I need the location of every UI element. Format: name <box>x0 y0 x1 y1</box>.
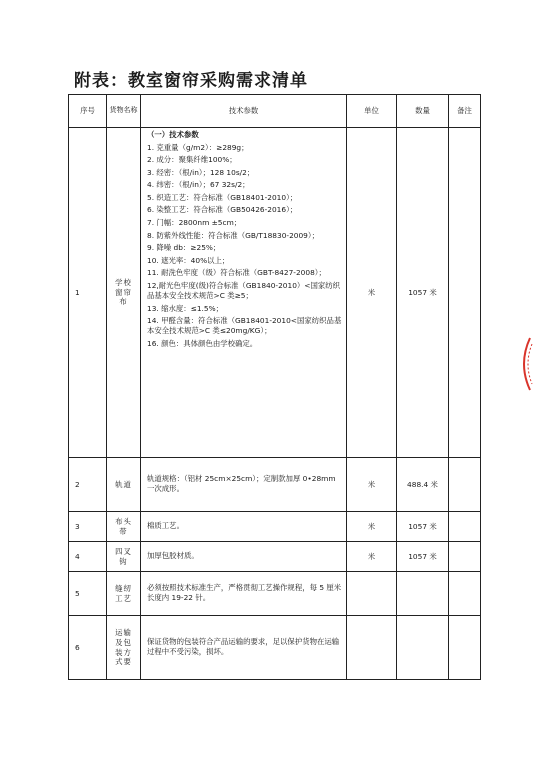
cell-no: 5 <box>69 572 107 616</box>
cell-no: 3 <box>69 512 107 542</box>
cell-no: 6 <box>69 616 107 680</box>
col-header-no: 序号 <box>69 95 107 128</box>
red-seal-stamp-edge <box>514 336 534 392</box>
cell-spec <box>141 572 347 616</box>
cell-spec <box>141 512 347 542</box>
cell-qty: 488.4 米 <box>397 458 449 512</box>
table-row <box>69 458 481 512</box>
spec-line: 8. 防紫外线性能：符合标准（GB/T18830-2009）； <box>147 230 319 240</box>
table-row <box>69 616 481 680</box>
spec-line: 6. 染整工艺：符合标准（GB50426-2016）； <box>147 205 298 215</box>
cell-item-name <box>107 542 141 572</box>
cell-qty: 1057 米 <box>397 128 449 458</box>
cell-unit <box>347 572 397 616</box>
cell-no: 1 <box>69 128 107 458</box>
cell-note <box>449 572 481 616</box>
item-name-line: 布 <box>119 297 128 307</box>
cell-note <box>449 128 481 458</box>
spec-line: 1. 克重量（g/m2）：≥289g； <box>147 142 249 152</box>
cell-item-name <box>107 512 141 542</box>
item-name-line: 及包 <box>115 637 132 647</box>
cell-qty <box>397 572 449 616</box>
cell-unit: 米 <box>347 458 397 512</box>
spec-line: 13. 缩水度：≤1.5%； <box>147 303 224 313</box>
cell-spec <box>141 128 347 458</box>
cell-spec <box>141 458 347 512</box>
cell-note <box>449 458 481 512</box>
table-row <box>69 512 481 542</box>
table-row <box>69 128 481 458</box>
cell-item-name <box>107 572 141 616</box>
cell-item-name <box>107 616 141 680</box>
item-name-line: 布头 <box>115 516 132 526</box>
spec-line: 10. 遮光率：40%以上； <box>147 255 230 265</box>
spec-line: 16. 颜色：具体颜色由学校确定。 <box>147 338 258 348</box>
spec-line: 保证货物的包装符合产品运输的要求，足以保护货物在运输过程中不受污染，损坏。 <box>147 636 340 656</box>
cell-no: 2 <box>69 458 107 512</box>
cell-no: 4 <box>69 542 107 572</box>
col-header-unit: 单位 <box>347 95 397 128</box>
item-name-line: 装方 <box>115 647 132 657</box>
spec-line: 加厚包胶材质。 <box>147 550 199 560</box>
item-name-line: 窗帘 <box>115 287 132 297</box>
item-name-line: 式要 <box>115 657 132 667</box>
cell-qty <box>397 616 449 680</box>
spec-line: 14. 甲醛含量：符合标准（GB18401-2010<国家纺织品基本安全技术规范>C 类≤20mg/KG）； <box>147 316 342 336</box>
cell-unit: 米 <box>347 128 397 458</box>
table-row <box>69 572 481 616</box>
cell-qty: 1057 米 <box>397 512 449 542</box>
cell-spec <box>141 616 347 680</box>
cell-note <box>449 542 481 572</box>
cell-note <box>449 616 481 680</box>
col-header-note: 备注 <box>449 95 481 128</box>
cell-note <box>449 512 481 542</box>
item-name-line: 四叉 <box>115 546 132 556</box>
spec-line: 3. 经密：（根/in）；128 10s/2； <box>147 167 255 177</box>
header-row <box>69 95 481 128</box>
item-name-line: 工艺 <box>115 593 132 603</box>
spec-line: 7. 门幅：2800nm ±5cm； <box>147 218 242 228</box>
cell-item-name <box>107 128 141 458</box>
col-header-qty: 数量 <box>397 95 449 128</box>
item-name-line: 运输 <box>115 627 132 637</box>
spec-line: 必须按照技术标准生产，严格贯彻工艺操作规程，每 5 厘米长度内 19-22 针。 <box>147 582 342 602</box>
item-name-line: 钩 <box>119 556 128 566</box>
cell-qty: 1057 米 <box>397 542 449 572</box>
spec-line: （一）技术参数 <box>147 130 199 139</box>
spec-line: 4. 纬密：（根/in）；67 32s/2； <box>147 180 250 190</box>
cell-unit <box>347 616 397 680</box>
spec-line: 9. 降噪 db：≥25%； <box>147 243 221 253</box>
cell-spec <box>141 542 347 572</box>
item-name-line: 学校 <box>115 277 132 287</box>
col-header-name: 货物名称 <box>107 95 141 128</box>
spec-line: 5. 织造工艺：符合标准（GB18401-2010）； <box>147 192 298 202</box>
cell-unit: 米 <box>347 542 397 572</box>
cell-item-name <box>107 458 141 512</box>
cell-unit: 米 <box>347 512 397 542</box>
spec-line: 12,耐光色牢度(级)符合标准（GB1840-2010）<国家纺织品基本安全技术规范>C 类≥5； <box>147 280 341 300</box>
item-name-line: 带 <box>119 526 128 536</box>
page-title: 附表：教室窗帘采购需求清单 <box>74 71 308 91</box>
table-row <box>69 542 481 572</box>
spec-line: 2. 成分：聚集纤维100%； <box>147 155 237 165</box>
spec-line: 11. 耐洗色牢度（级）符合标准（GBT-8427-2008）； <box>147 268 326 278</box>
item-name-line: 轨道 <box>115 479 132 489</box>
spec-line: 轨道规格：（铝材 25cm×25cm）；定制款加厚 0•28mm 一次成形。 <box>147 473 336 493</box>
spec-line: 棉质工艺。 <box>147 520 184 530</box>
item-name-line: 缝纫 <box>115 583 132 593</box>
col-header-spec: 技术参数 <box>141 95 347 128</box>
requirements-table <box>68 94 481 680</box>
